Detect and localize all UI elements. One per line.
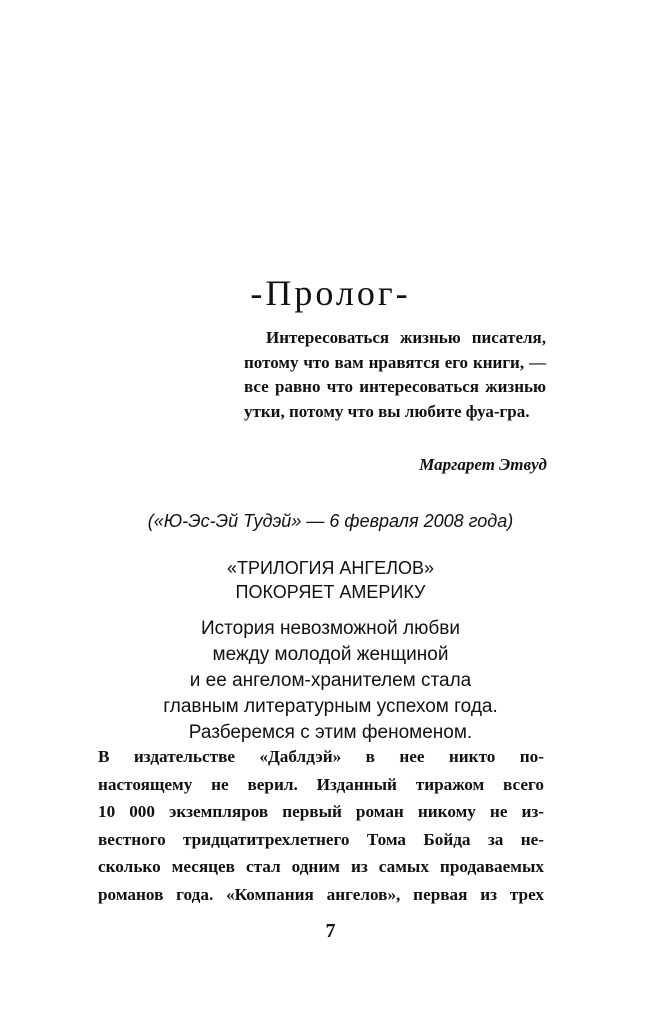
body-line: романов года. «Компания ангелов», первая из трех <box>98 884 544 904</box>
body-line: настоящему не верил. Изданный тиражом всего <box>98 774 544 794</box>
subheadline-line: Разберемся с этим феноменом. <box>188 722 473 743</box>
epigraph-author: Маргарет Этвуд <box>419 455 547 474</box>
body-line: вестного тридцатитрехлетнего Тома Бойда за не- <box>98 829 544 849</box>
page-number: 7 <box>325 920 336 942</box>
subheadline-line: главным литературным успехом года. <box>163 696 498 717</box>
epigraph-text: Интересоваться жизнью писателя, потому что вам нравятся его книги, — все равно что интересоваться жизнью утки, потому что вы любите фуа-гра. <box>244 328 546 421</box>
body-line: сколько месяцев стал одним из самых продаваемых <box>98 857 544 876</box>
article-body <box>98 743 544 908</box>
chapter-title: -Пролог- <box>250 273 411 313</box>
headline-line: ПОКОРЯЕТ АМЕРИКУ <box>235 582 426 602</box>
body-line: 10 000 экземпляров первый роман никому не из- <box>98 802 544 821</box>
article-source: («Ю-Эс-Эй Тудэй» — 6 февраля 2008 года) <box>147 511 514 531</box>
subheadline-line: между молодой женщиной <box>212 644 449 665</box>
subheadline-line: и ее ангелом-хранителем стала <box>189 670 472 691</box>
body-line: В издательстве «Даблдэй» в нее никто по- <box>98 747 544 766</box>
article-subheadline <box>0 616 661 746</box>
headline-line: «ТРИЛОГИЯ АНГЕЛОВ» <box>226 558 435 578</box>
subheadline-line: История невозможной любви <box>201 618 460 639</box>
article-headline <box>0 556 661 604</box>
epigraph <box>244 326 546 424</box>
